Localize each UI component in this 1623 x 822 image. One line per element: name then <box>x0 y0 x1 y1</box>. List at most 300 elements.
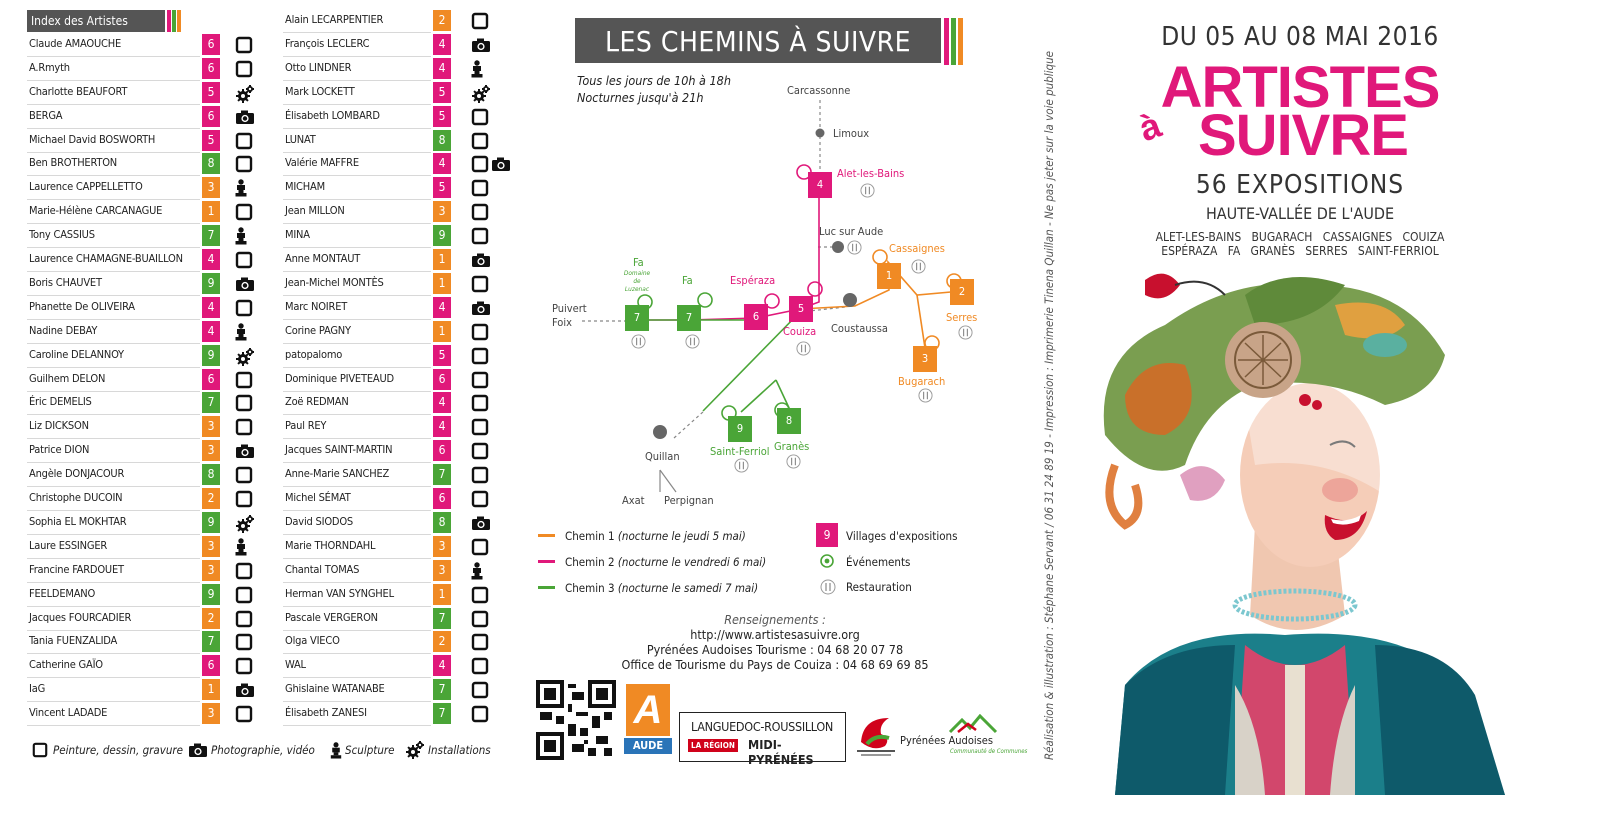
artist-name: Catherine GAÏO <box>29 658 103 672</box>
place-luc: Luc sur Aude <box>819 225 884 238</box>
village-number: 8 <box>202 464 220 485</box>
village-number: 3 <box>202 416 220 437</box>
village-box-couiza: 5 <box>789 296 813 322</box>
painting-icon <box>235 203 253 221</box>
row-divider <box>283 582 431 583</box>
sculpture-icon <box>471 60 489 78</box>
place-axat: Axat <box>622 494 645 507</box>
artist-row <box>283 679 493 701</box>
place-carcassonne: Carcassonne <box>787 84 851 97</box>
village-number: 7 <box>202 225 220 246</box>
artist-name: Élisabeth LOMBARD <box>285 108 380 122</box>
row-divider <box>283 175 431 176</box>
painting-icon <box>235 371 253 389</box>
village-number: 4 <box>433 655 451 676</box>
row-divider <box>283 32 431 33</box>
painting-icon <box>471 538 489 556</box>
chemin3-label: Chemin 3 (nocturne le samedi 7 mai) <box>565 581 759 595</box>
artist-name: Sophia EL MOKHTAR <box>29 514 127 528</box>
title-stripe-orange <box>958 18 963 65</box>
artist-name: Laurence CHAMAGNE-BUAILLON <box>29 252 183 265</box>
place-cassaignes: Cassaignes <box>889 242 945 255</box>
row-divider <box>27 701 200 702</box>
row-divider <box>283 510 431 511</box>
artist-row <box>27 297 257 319</box>
painting-icon <box>235 562 253 580</box>
village-box-serres: 2 <box>950 279 974 305</box>
artist-row <box>283 106 493 128</box>
restaurant-icon <box>958 325 973 344</box>
artist-row <box>283 273 493 295</box>
artist-row <box>283 321 493 343</box>
village-number: 1 <box>433 273 451 294</box>
village-number: 7 <box>202 631 220 652</box>
artist-name: Anne-Marie SANCHEZ <box>285 467 390 481</box>
village-number: 5 <box>433 345 451 366</box>
sculpture-icon <box>235 323 253 341</box>
row-divider <box>27 128 200 129</box>
artist-name: Herman VAN SYNGHEL <box>285 586 394 600</box>
place-saintferriol: Saint-Ferriol <box>710 445 770 458</box>
village-number: 1 <box>202 201 220 222</box>
painting-icon <box>235 466 253 484</box>
region-logo: LANGUEDOC-ROUSSILLON LA RÉGION MIDI-PYRÉNÉES <box>679 712 846 762</box>
row-divider <box>27 677 200 678</box>
row-divider <box>283 677 431 678</box>
gear-icon <box>471 84 489 102</box>
artist-row <box>27 560 257 582</box>
village-box-cassaignes: 1 <box>877 263 901 289</box>
row-divider <box>283 319 431 320</box>
row-divider <box>27 223 200 224</box>
artist-name: David SIODOS <box>285 514 353 528</box>
village-number: 6 <box>202 106 220 127</box>
artist-name: Guilhem DELON <box>29 371 106 385</box>
painting-icon <box>471 203 489 221</box>
artist-row <box>27 369 257 391</box>
village-number: 4 <box>433 34 451 55</box>
camera-icon <box>471 251 489 269</box>
artist-row <box>283 345 493 367</box>
restaurant-icon <box>796 341 811 360</box>
village-number: 7 <box>433 464 451 485</box>
artist-name: Paul REY <box>285 419 327 433</box>
painting-icon <box>235 132 253 150</box>
row-divider <box>27 367 200 368</box>
row-divider <box>27 462 200 463</box>
painting-icon <box>235 586 253 604</box>
sculpture-icon <box>330 742 342 762</box>
painting-icon <box>235 657 253 675</box>
village-box-saintferriol: 9 <box>728 416 752 442</box>
row-divider <box>283 104 431 105</box>
row-divider <box>27 295 200 296</box>
village-number: 6 <box>202 369 220 390</box>
artist-name: Caroline DELANNOY <box>29 347 124 361</box>
artist-row <box>283 703 493 725</box>
place-foix: Foix <box>552 316 572 329</box>
camera-icon <box>471 514 489 532</box>
artist-row <box>283 34 493 56</box>
cover-region: HAUTE-VALLÉE DE L'AUDE <box>1205 204 1395 223</box>
row-divider <box>27 534 200 535</box>
village-number: 4 <box>433 416 451 437</box>
artist-name: LUNAT <box>285 132 316 146</box>
village-number: 5 <box>433 82 451 103</box>
village-number: 9 <box>202 345 220 366</box>
row-divider <box>27 438 200 439</box>
artist-row <box>27 201 257 223</box>
village-number: 4 <box>202 321 220 342</box>
painting-icon <box>471 418 489 436</box>
food-key-icon <box>820 579 836 599</box>
artist-row <box>27 608 257 630</box>
camera-icon <box>235 275 253 293</box>
row-divider <box>283 271 431 272</box>
artist-row <box>27 584 257 606</box>
qr-code <box>536 680 616 760</box>
village-number: 4 <box>433 58 451 79</box>
artist-row <box>27 488 257 510</box>
row-divider <box>27 104 200 105</box>
artist-row <box>27 106 257 128</box>
restaurant-icon <box>860 183 875 202</box>
artist-name: Vincent LADADE <box>29 706 108 720</box>
village-number: 5 <box>202 130 220 151</box>
row-divider <box>283 486 431 487</box>
row-divider <box>283 653 431 654</box>
painting-icon <box>471 12 489 30</box>
place-granes: Granès <box>774 440 810 453</box>
chemin1-swatch <box>538 534 555 537</box>
village-number: 3 <box>433 201 451 222</box>
artist-name: Laure ESSINGER <box>29 538 108 552</box>
artist-row <box>283 488 493 510</box>
painting-icon <box>471 371 489 389</box>
village-number: 3 <box>202 703 220 724</box>
row-divider <box>27 486 200 487</box>
village-number: 4 <box>202 249 220 270</box>
artist-row <box>283 201 493 223</box>
village-number: 8 <box>433 512 451 533</box>
village-number: 2 <box>202 608 220 629</box>
place-fa2: Fa <box>682 274 693 287</box>
place-bugarach: Bugarach <box>898 375 946 388</box>
restaurant-icon <box>734 458 749 477</box>
row-divider <box>283 462 431 463</box>
event-key-icon <box>819 553 835 573</box>
artist-row <box>283 416 493 438</box>
village-number: 9 <box>202 512 220 533</box>
artist-name: Christophe DUCOIN <box>29 491 123 504</box>
row-divider <box>283 391 431 392</box>
row-divider <box>27 558 200 559</box>
village-number: 6 <box>433 488 451 509</box>
painting-icon <box>235 418 253 436</box>
header-stripes <box>167 10 187 32</box>
village-box-fa1: 7 <box>625 305 649 331</box>
artist-row <box>283 369 493 391</box>
cover-villages-2: ESPÉRAZA FA GRANÈS SERRES SAINT-FERRIOL <box>1161 244 1439 258</box>
village-number: 3 <box>202 177 220 198</box>
painting-icon <box>471 442 489 460</box>
village-number: 4 <box>433 153 451 174</box>
artist-name: Ben BROTHERTON <box>29 156 117 170</box>
row-divider <box>283 152 431 153</box>
sculpture-icon <box>235 227 253 245</box>
row-divider <box>27 606 200 607</box>
artist-name: Marie-Hélène CARCANAGUE <box>29 204 163 218</box>
credits: Réalisation & illustration : Stéphane Servant / 06 31 24 89 19 - Impression : Imprimerie Tinena Quillan - Ne pas jeter sur la voie publique <box>1042 50 1056 760</box>
painting-icon <box>471 657 489 675</box>
cover-illustration <box>1085 265 1520 795</box>
row-divider <box>27 152 200 153</box>
artist-row <box>27 631 257 653</box>
artist-row <box>283 297 493 319</box>
village-number: 9 <box>433 225 451 246</box>
restaurant-icon <box>911 259 926 278</box>
row-divider <box>27 56 200 57</box>
painting-icon <box>471 633 489 651</box>
artist-name: FEELDEMANO <box>29 586 96 600</box>
artist-name: Michel SÉMAT <box>285 491 351 504</box>
index-header: Index des Artistes <box>27 10 165 32</box>
row-divider <box>283 128 431 129</box>
artist-row <box>283 153 493 175</box>
chemin3-swatch <box>538 586 555 589</box>
community-logo <box>855 712 897 760</box>
village-number: 5 <box>202 82 220 103</box>
artist-row <box>283 130 493 152</box>
village-number: 3 <box>202 560 220 581</box>
village-number: 5 <box>433 177 451 198</box>
painting-icon <box>471 227 489 245</box>
village-number: 7 <box>433 608 451 629</box>
title-stripe-pink <box>944 18 949 65</box>
artist-name: Dominique PIVETEAUD <box>285 371 394 385</box>
artist-name: patopalomo <box>285 347 343 361</box>
artist-row <box>283 464 493 486</box>
artist-row <box>27 655 257 677</box>
artist-row <box>283 58 493 80</box>
artist-row <box>27 416 257 438</box>
artist-row <box>27 345 257 367</box>
row-divider <box>27 175 200 176</box>
painting-icon <box>471 347 489 365</box>
row-divider <box>283 414 431 415</box>
row-divider <box>27 630 200 631</box>
village-number: 2 <box>433 10 451 31</box>
artist-row <box>27 703 257 725</box>
camera-icon <box>471 299 489 317</box>
gear-icon <box>235 84 253 102</box>
row-divider <box>283 295 431 296</box>
map-title: LES CHEMINS À SUIVRE <box>575 18 941 63</box>
row-divider <box>283 701 431 702</box>
place-esperaza: Espéraza <box>730 274 776 287</box>
artist-name: Mark LOCKETT <box>285 84 355 98</box>
artist-row <box>27 130 257 152</box>
row-divider <box>27 653 200 654</box>
row-divider <box>27 80 200 81</box>
artist-row <box>283 177 493 199</box>
painting-icon <box>235 60 253 78</box>
artist-row <box>27 464 257 486</box>
artist-name: Otto LINDNER <box>285 60 352 74</box>
event-key-label: Événements <box>846 555 911 569</box>
village-number: 8 <box>433 130 451 151</box>
painting-icon <box>471 275 489 293</box>
painting-icon <box>471 586 489 604</box>
place-puivert: Puivert <box>552 302 587 315</box>
cover-title-a: à <box>1133 103 1167 150</box>
row-divider <box>283 223 431 224</box>
villages-key-label: Villages d'expositions <box>846 529 958 543</box>
place-fa-sub: Domaine de Luzenac <box>623 269 651 293</box>
artist-name: MICHAM <box>285 180 325 194</box>
chemin2-swatch <box>538 560 555 563</box>
artist-name: Corine PAGNY <box>285 323 351 337</box>
artist-row <box>283 249 493 271</box>
painting-icon <box>471 681 489 699</box>
artist-name: Jacques SAINT-MARTIN <box>285 443 393 457</box>
painting-icon <box>471 705 489 723</box>
painting-icon <box>235 251 253 269</box>
painting-icon <box>471 108 489 126</box>
artist-name: Ghislaine WATANABE <box>285 682 385 696</box>
artist-name: Marie THORNDAHL <box>285 538 376 552</box>
row-divider <box>283 606 431 607</box>
village-number: 1 <box>433 249 451 270</box>
artist-row <box>27 34 257 56</box>
artist-row <box>283 608 493 630</box>
camera-icon <box>235 108 253 126</box>
artist-row <box>27 82 257 104</box>
artist-name: Phanette De OLIVEIRA <box>29 299 135 313</box>
village-number: 6 <box>433 440 451 461</box>
village-number: 1 <box>202 679 220 700</box>
row-divider <box>27 199 200 200</box>
artist-row <box>27 679 257 701</box>
artist-name: Valérie MAFFRE <box>285 156 359 170</box>
village-number: 3 <box>202 440 220 461</box>
village-number: 3 <box>433 536 451 557</box>
artist-name: Jean-Michel MONTÈS <box>285 275 384 289</box>
painting-icon <box>235 633 253 651</box>
restaurant-icon <box>786 454 801 473</box>
row-divider <box>27 391 200 392</box>
artist-name: Jacques FOURCADIER <box>29 610 132 624</box>
row-divider <box>27 582 200 583</box>
camera-icon <box>188 742 208 761</box>
artist-name: IaG <box>29 682 46 696</box>
artist-name: MINA <box>285 228 310 242</box>
pyrenees-audoises-logo: Pyrénées Audoises Communauté de Communes <box>900 712 1015 762</box>
artist-name: Marc NOIRET <box>285 299 348 313</box>
painting-icon <box>471 323 489 341</box>
place-serres: Serres <box>946 311 978 324</box>
artist-row <box>27 512 257 534</box>
row-divider <box>27 343 200 344</box>
village-number: 9 <box>202 273 220 294</box>
artist-row <box>27 321 257 343</box>
village-number: 4 <box>433 297 451 318</box>
artist-row <box>27 153 257 175</box>
villages-key-box: 9 <box>816 523 838 547</box>
artist-name: Tony CASSIUS <box>29 228 95 242</box>
restaurant-icon <box>631 334 646 353</box>
village-number: 6 <box>202 34 220 55</box>
place-coustaussa: Coustaussa <box>831 322 888 335</box>
row-divider <box>283 630 431 631</box>
artist-name: Éric DEMELIS <box>29 395 92 409</box>
artist-name: Boris CHAUVET <box>29 275 102 289</box>
row-divider <box>283 80 431 81</box>
artist-name: Nadine DEBAY <box>29 323 98 337</box>
row-divider <box>27 725 200 726</box>
artist-name: Anne MONTAUT <box>285 252 361 265</box>
artist-row <box>283 512 493 534</box>
artist-name: WAL <box>285 658 306 672</box>
artist-row <box>27 177 257 199</box>
row-divider <box>27 414 200 415</box>
camera-icon <box>235 442 253 460</box>
restaurant-icon <box>918 388 933 407</box>
artist-row <box>283 536 493 558</box>
opening-hours: Tous les jours de 10h à 18h Nocturnes jusqu'à 21h <box>577 73 731 105</box>
row-divider <box>283 247 431 248</box>
village-number: 8 <box>202 153 220 174</box>
village-number: 3 <box>202 536 220 557</box>
artist-name: BERGA <box>29 108 63 122</box>
village-number: 7 <box>433 679 451 700</box>
camera-icon <box>491 155 509 173</box>
row-divider <box>283 558 431 559</box>
gear-icon <box>405 740 425 763</box>
artist-row <box>283 560 493 582</box>
village-number: 2 <box>433 631 451 652</box>
village-number: 4 <box>433 392 451 413</box>
artist-name: Liz DICKSON <box>29 419 89 433</box>
village-number: 1 <box>433 321 451 342</box>
place-perpignan: Perpignan <box>664 494 714 507</box>
artist-name: Alain LECARPENTIER <box>285 13 384 26</box>
cover-count: 56 EXPOSITIONS <box>1195 170 1405 200</box>
info-block: Renseignements : http://www.artistesasuivre.org Pyrénées Audoises Tourisme : 04 68 20 07 78 Office de Tourisme du Pays de Couiza : 04 68 69 69 85 <box>570 612 980 672</box>
village-number: 7 <box>202 392 220 413</box>
place-quillan: Quillan <box>645 450 680 463</box>
artist-row <box>283 440 493 462</box>
artist-name: Michael David BOSWORTH <box>29 132 156 146</box>
artist-row <box>27 536 257 558</box>
artist-row <box>283 655 493 677</box>
village-number: 5 <box>433 106 451 127</box>
artist-row <box>27 225 257 247</box>
painting-icon <box>471 610 489 628</box>
artist-name: Chantal TOMAS <box>285 562 360 576</box>
village-number: 6 <box>202 58 220 79</box>
artist-row <box>283 584 493 606</box>
artist-row <box>27 440 257 462</box>
title-stripe-green <box>951 18 956 65</box>
artist-name: Zoë REDMAN <box>285 395 349 409</box>
food-key-label: Restauration <box>846 580 912 594</box>
painting-icon <box>471 179 489 197</box>
village-number: 4 <box>202 297 220 318</box>
painting-icon <box>471 394 489 412</box>
painting-icon <box>471 490 489 508</box>
website-link[interactable]: http://www.artistesasuivre.org <box>690 627 860 642</box>
